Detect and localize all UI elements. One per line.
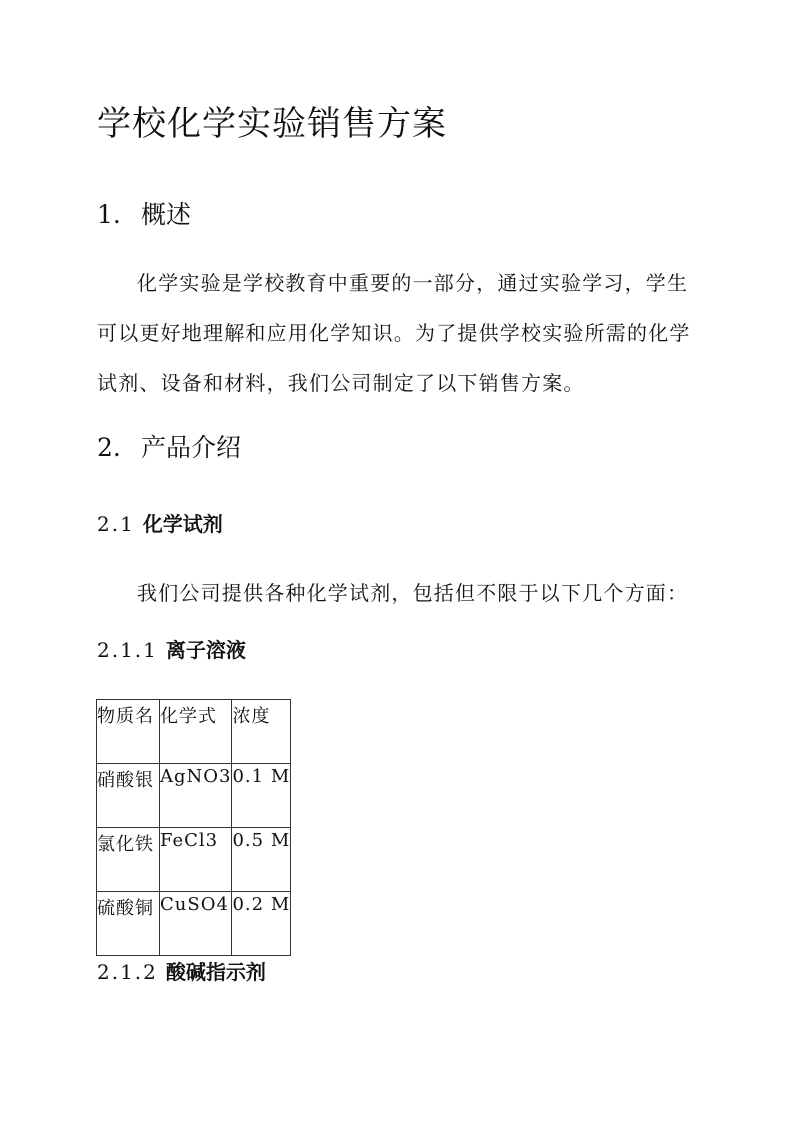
subsection-number: 2.1.1	[97, 638, 158, 662]
section-title: 概述	[141, 200, 192, 229]
table-cell: 硫酸铜	[97, 892, 160, 956]
subsection-title: 离子溶液	[165, 638, 246, 662]
table-cell: 0.2 M	[232, 892, 291, 956]
ion-solution-table	[96, 699, 291, 956]
table-cell: FeCl3	[160, 828, 232, 892]
subsection-number: 2.1.2	[97, 960, 158, 984]
subsection-heading-ion-solutions	[97, 634, 246, 663]
reagents-paragraph: 我们公司提供各种化学试剂，包括但不限于以下几个方面：	[137, 581, 689, 605]
table-header-cell: 物质名	[97, 700, 160, 764]
table-cell: AgNO3	[160, 764, 232, 828]
table-row	[97, 828, 291, 892]
subsection-title: 化学试剂	[142, 512, 223, 536]
table-header-cell: 化学式	[160, 700, 232, 764]
overview-paragraph: 化学实验是学校教育中重要的一部分，通过实验学习，学生可以更好地理解和应用化学知识。为了提供学校实验所需的化学试剂、设备和材料，我们公司制定了以下销售方案。	[97, 271, 691, 395]
section-heading-products	[97, 428, 241, 464]
subsection-number: 2.1	[97, 512, 135, 536]
table-header-row	[97, 700, 291, 764]
section-number: 1.	[97, 200, 121, 229]
subsection-heading-reagents	[97, 508, 223, 537]
subsection-heading-indicators	[97, 956, 266, 985]
table-cell: 硝酸银	[97, 764, 160, 828]
table-cell: CuSO4	[160, 892, 232, 956]
table-header-cell: 浓度	[232, 700, 291, 764]
section-number: 2.	[97, 433, 121, 462]
section-title: 产品介绍	[141, 433, 242, 462]
table-row	[97, 892, 291, 956]
table-row	[97, 764, 291, 828]
table-cell: 氯化铁	[97, 828, 160, 892]
document-title: 学校化学实验销售方案	[97, 104, 447, 144]
section-heading-overview	[97, 195, 191, 231]
table-cell: 0.5 M	[232, 828, 291, 892]
table-cell: 0.1 M	[232, 764, 291, 828]
subsection-title: 酸碱指示剂	[165, 960, 266, 984]
